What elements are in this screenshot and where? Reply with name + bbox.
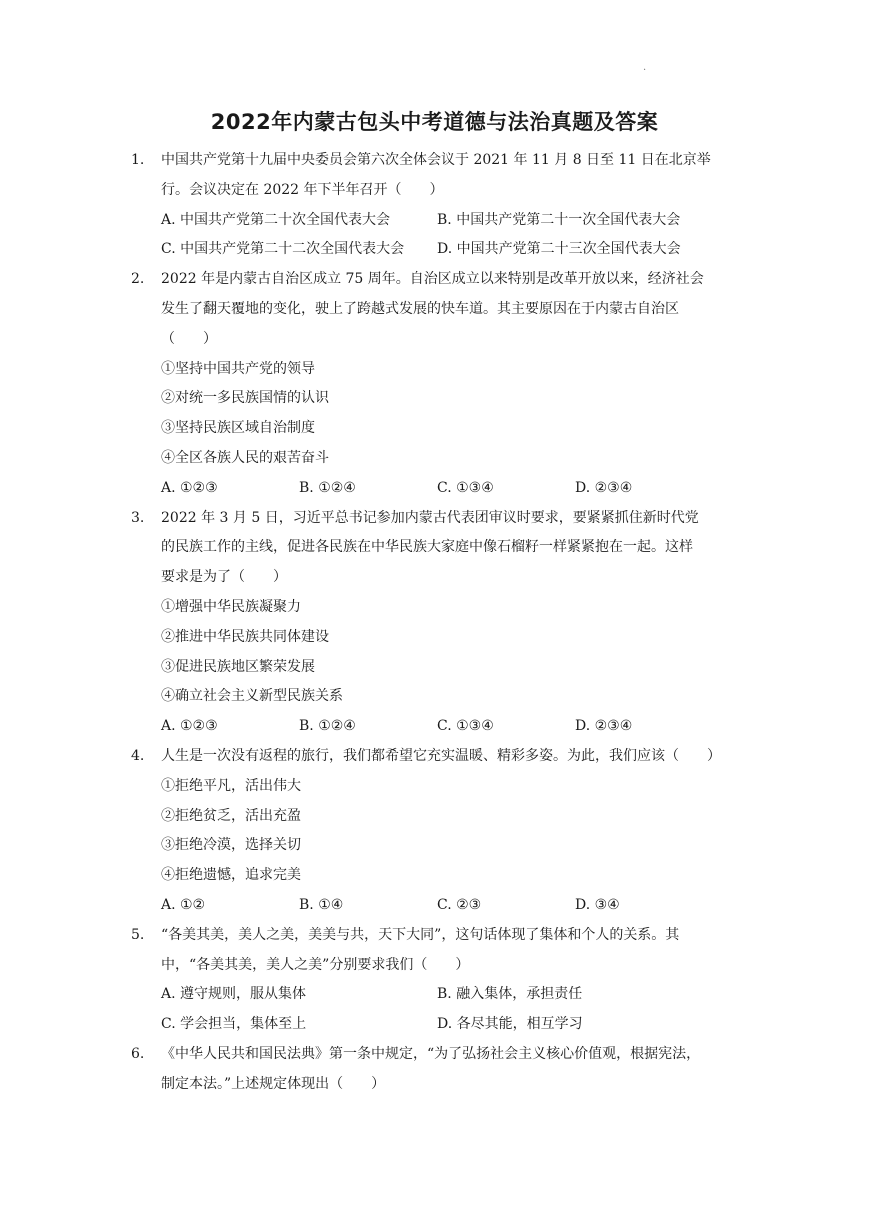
question-stem-line: 1. 中国共产党第十九届中央委员会第六次全体会议于 2021 年 11 月 8 日至 11 日在北京举 [131, 146, 743, 176]
question-stem-line: 制定本法。”上述规定体现出（ ） [161, 1075, 386, 1092]
question-stem-line: 要求是为了（ ） [161, 569, 287, 586]
option-b[interactable]: B. ①④ [299, 896, 344, 913]
question-stem-line: 5. “各美其美，美人之美，美美与共，天下大同”，这句话体现了集体和个人的关系。其 [131, 921, 743, 951]
option-row [131, 235, 743, 265]
option-row [131, 206, 743, 236]
question-6 [131, 1040, 743, 1100]
header-dot: . [643, 62, 647, 73]
option-row [131, 712, 743, 742]
option-c[interactable]: C. 中国共产党第二十二次全国代表大会 [161, 241, 405, 258]
statement-item: ②拒绝贫乏，活出充盈 [161, 807, 301, 824]
question-5 [131, 921, 743, 1040]
option-row [131, 980, 743, 1010]
option-a[interactable]: A. 中国共产党第二十次全国代表大会 [161, 211, 391, 228]
question-stem-line: 4. 人生是一次没有返程的旅行，我们都希望它充实温暖、精彩多姿。为此，我们应该（ ） [131, 742, 743, 772]
option-row [131, 891, 743, 921]
statement-item: ④全区各族人民的艰苦奋斗 [161, 449, 329, 466]
option-c[interactable]: C. ①③④ [437, 479, 494, 496]
statement-item: ①增强中华民族凝聚力 [161, 598, 301, 615]
option-c[interactable]: C. 学会担当，集体至上 [161, 1016, 307, 1033]
option-d[interactable]: D. ②③④ [575, 479, 633, 496]
option-a[interactable]: A. 遵守规则，服从集体 [161, 986, 307, 1003]
option-b[interactable]: B. ①②④ [299, 718, 356, 735]
option-a[interactable]: A. ①②③ [161, 479, 218, 496]
question-number: 4. [131, 747, 145, 764]
option-b[interactable]: B. 中国共产党第二十一次全国代表大会 [437, 211, 681, 228]
question-stem-line: 2. 2022 年是内蒙古自治区成立 75 周年。自治区成立以来特别是改革开放以来，经济社会 [131, 265, 743, 295]
question-number: 5. [131, 926, 145, 943]
question-stem-line: 6. 《中华人民共和国民法典》第一条中规定，“为了弘扬社会主义核心价值观，根据宪法， [131, 1040, 743, 1070]
question-list [131, 146, 743, 1100]
option-d[interactable]: D. 各尽其能，相互学习 [437, 1016, 583, 1033]
statement-item: ④拒绝遗憾，追求完美 [161, 867, 301, 884]
option-d[interactable]: D. 中国共产党第二十三次全国代表大会 [437, 241, 681, 258]
question-number: 6. [131, 1045, 145, 1062]
option-a[interactable]: A. ①②③ [161, 718, 218, 735]
option-b[interactable]: B. 融入集体，承担责任 [437, 986, 583, 1003]
question-number: 3. [131, 509, 145, 526]
question-4 [131, 742, 743, 921]
question-stem-line: （ ） [161, 330, 217, 347]
statement-item: ①坚持中国共产党的领导 [161, 360, 315, 377]
statement-item: ③促进民族地区繁荣发展 [161, 658, 315, 675]
statement-item: ③坚持民族区域自治制度 [161, 420, 315, 437]
question-1 [131, 146, 743, 265]
question-stem-line: 的民族工作的主线，促进各民族在中华民族大家庭中像石榴籽一样紧紧抱在一起。这样 [161, 539, 693, 556]
question-stem-line: 中，“各美其美，美人之美”分别要求我们（ ） [161, 956, 470, 973]
question-stem-line: 3. 2022 年 3 月 5 日，习近平总书记参加内蒙古代表团审议时要求，要紧紧抓住新时代党 [131, 504, 743, 534]
document-title: 2022年内蒙古包头中考道德与法治真题及答案 [210, 110, 659, 134]
option-row [131, 1010, 743, 1040]
option-a[interactable]: A. ①② [161, 896, 206, 913]
question-number: 2. [131, 271, 145, 288]
question-stem-line: 行。会议决定在 2022 年下半年召开（ ） [161, 181, 444, 198]
statement-item: ②对统一多民族国情的认识 [161, 390, 329, 407]
option-d[interactable]: D. ②③④ [575, 718, 633, 735]
option-row [131, 474, 743, 504]
statement-item: ②推进中华民族共同体建设 [161, 628, 329, 645]
option-d[interactable]: D. ③④ [575, 896, 620, 913]
statement-item: ④确立社会主义新型民族关系 [161, 688, 343, 705]
option-c[interactable]: C. ①③④ [437, 718, 494, 735]
question-stem-line: 发生了翻天覆地的变化，驶上了跨越式发展的快车道。其主要原因在于内蒙古自治区 [161, 300, 679, 317]
question-2 [131, 265, 743, 503]
statement-item: ③拒绝冷漠，选择关切 [161, 837, 301, 854]
question-number: 1. [131, 152, 145, 168]
statement-item: ①拒绝平凡，活出伟大 [161, 777, 301, 794]
question-3 [131, 504, 743, 742]
option-b[interactable]: B. ①②④ [299, 479, 356, 496]
option-c[interactable]: C. ②③ [437, 896, 482, 913]
